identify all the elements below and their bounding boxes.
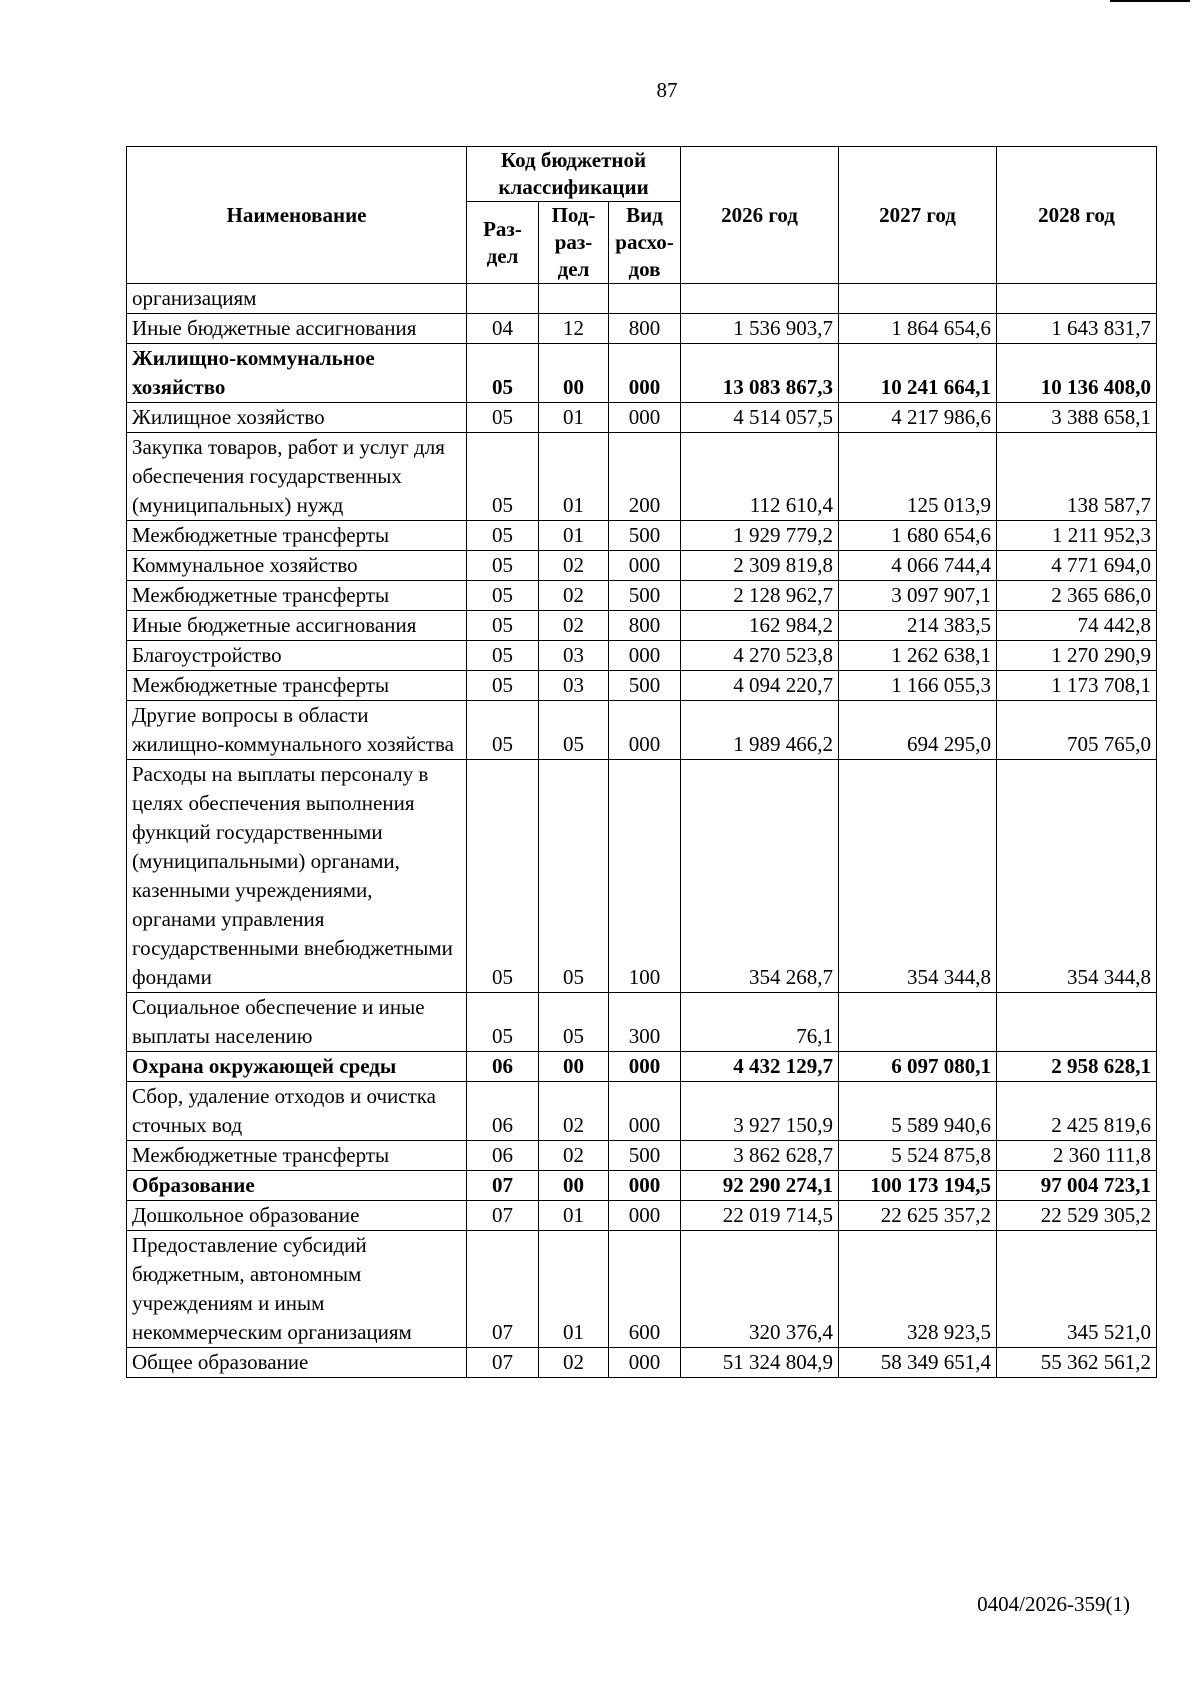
cell-2026: 4 514 057,5 [681, 403, 839, 433]
cell-2028: 1 643 831,7 [997, 314, 1157, 344]
cell-section: 05 [467, 611, 539, 641]
cell-subsection: 01 [539, 403, 609, 433]
cell-2026: 4 094 220,7 [681, 671, 839, 701]
cell-name: Иные бюджетные ассигнования [127, 611, 467, 641]
cell-2026: 13 083 867,3 [681, 344, 839, 403]
cell-2027: 214 383,5 [839, 611, 997, 641]
cell-expense-type: 500 [609, 581, 681, 611]
cell-2028: 3 388 658,1 [997, 403, 1157, 433]
table-row [127, 403, 1157, 433]
cell-2026: 354 268,7 [681, 760, 839, 993]
cell-name: Образование [127, 1171, 467, 1201]
cell-expense-type: 500 [609, 521, 681, 551]
cell-subsection: 00 [539, 1052, 609, 1082]
cell-expense-type [609, 284, 681, 314]
cell-section: 04 [467, 314, 539, 344]
cell-subsection: 01 [539, 1201, 609, 1231]
cell-name: Жилищно-коммунальное хозяйство [127, 344, 467, 403]
cell-section: 05 [467, 760, 539, 993]
cell-section: 07 [467, 1231, 539, 1348]
cell-2028: 22 529 305,2 [997, 1201, 1157, 1231]
table-row [127, 1082, 1157, 1141]
cell-2026: 3 862 628,7 [681, 1141, 839, 1171]
cell-2026: 92 290 274,1 [681, 1171, 839, 1201]
cell-2027 [839, 284, 997, 314]
cell-subsection: 00 [539, 1171, 609, 1201]
header-section: Раз- дел [467, 202, 539, 284]
cell-section: 05 [467, 551, 539, 581]
cell-2027: 1 262 638,1 [839, 641, 997, 671]
cell-2026: 1 989 466,2 [681, 701, 839, 760]
cell-2026: 162 984,2 [681, 611, 839, 641]
cell-section: 05 [467, 521, 539, 551]
cell-2027: 1 166 055,3 [839, 671, 997, 701]
cell-2026: 2 309 819,8 [681, 551, 839, 581]
cell-name: Межбюджетные трансферты [127, 671, 467, 701]
cell-2028: 345 521,0 [997, 1231, 1157, 1348]
cell-name: Предоставление субсидий бюджетным, автономным учреждениям и иным некоммерческим организациям [127, 1231, 467, 1348]
cell-section: 05 [467, 641, 539, 671]
cell-section: 05 [467, 433, 539, 521]
cell-name: Межбюджетные трансферты [127, 521, 467, 551]
table-row [127, 993, 1157, 1052]
cell-name: Межбюджетные трансферты [127, 581, 467, 611]
cell-section: 05 [467, 993, 539, 1052]
cell-expense-type: 000 [609, 1082, 681, 1141]
cell-2026: 4 432 129,7 [681, 1052, 839, 1082]
cell-expense-type: 500 [609, 1141, 681, 1171]
cell-2027: 58 349 651,4 [839, 1348, 997, 1378]
cell-2027: 5 589 940,6 [839, 1082, 997, 1141]
table-row [127, 344, 1157, 403]
cell-section: 05 [467, 403, 539, 433]
scan-edge-mark [1110, 0, 1190, 2]
cell-2027: 694 295,0 [839, 701, 997, 760]
cell-section: 06 [467, 1141, 539, 1171]
cell-section: 07 [467, 1201, 539, 1231]
header-2027: 2027 год [839, 147, 997, 284]
cell-expense-type: 000 [609, 1348, 681, 1378]
cell-2027 [839, 993, 997, 1052]
cell-2028: 97 004 723,1 [997, 1171, 1157, 1201]
cell-expense-type: 800 [609, 314, 681, 344]
cell-2026: 3 927 150,9 [681, 1082, 839, 1141]
cell-subsection: 02 [539, 581, 609, 611]
table-row [127, 671, 1157, 701]
cell-subsection: 02 [539, 611, 609, 641]
cell-2028: 1 211 952,3 [997, 521, 1157, 551]
cell-name: Коммунальное хозяйство [127, 551, 467, 581]
cell-name: Закупка товаров, работ и услуг для обеспечения государственных (муниципальных) нужд [127, 433, 467, 521]
cell-expense-type: 000 [609, 403, 681, 433]
header-2028: 2028 год [997, 147, 1157, 284]
cell-subsection: 02 [539, 1141, 609, 1171]
cell-2028: 2 360 111,8 [997, 1141, 1157, 1171]
cell-2027: 4 066 744,4 [839, 551, 997, 581]
cell-name: Другие вопросы в области жилищно-коммунального хозяйства [127, 701, 467, 760]
cell-subsection: 05 [539, 701, 609, 760]
cell-subsection: 03 [539, 671, 609, 701]
cell-section: 05 [467, 671, 539, 701]
cell-2026: 112 610,4 [681, 433, 839, 521]
cell-subsection: 02 [539, 551, 609, 581]
header-code-group: Код бюджетной классификации [467, 147, 681, 202]
cell-subsection: 01 [539, 1231, 609, 1348]
cell-2028 [997, 993, 1157, 1052]
cell-2028 [997, 284, 1157, 314]
cell-2027: 1 680 654,6 [839, 521, 997, 551]
cell-name: Дошкольное образование [127, 1201, 467, 1231]
cell-name: Общее образование [127, 1348, 467, 1378]
cell-2027: 125 013,9 [839, 433, 997, 521]
table-header [127, 147, 1157, 284]
cell-name: организациям [127, 284, 467, 314]
cell-subsection: 02 [539, 1082, 609, 1141]
cell-section: 05 [467, 581, 539, 611]
cell-2027: 6 097 080,1 [839, 1052, 997, 1082]
cell-name: Межбюджетные трансферты [127, 1141, 467, 1171]
cell-2027: 1 864 654,6 [839, 314, 997, 344]
table-row [127, 1348, 1157, 1378]
header-expense-type: Вид расхо- дов [609, 202, 681, 284]
table-row [127, 1052, 1157, 1082]
cell-2026: 22 019 714,5 [681, 1201, 839, 1231]
table-row [127, 433, 1157, 521]
cell-subsection: 02 [539, 1348, 609, 1378]
cell-2026 [681, 284, 839, 314]
cell-expense-type: 300 [609, 993, 681, 1052]
cell-2027: 10 241 664,1 [839, 344, 997, 403]
cell-name: Расходы на выплаты персоналу в целях обеспечения выполнения функций государственными (муниципальными) органами, казенными учреждениями, органами управления государственными внебюджетными фондами [127, 760, 467, 993]
table-row [127, 1141, 1157, 1171]
cell-subsection: 12 [539, 314, 609, 344]
table-row [127, 1201, 1157, 1231]
table-row [127, 641, 1157, 671]
cell-name: Жилищное хозяйство [127, 403, 467, 433]
table-row [127, 551, 1157, 581]
cell-section: 07 [467, 1171, 539, 1201]
table-row [127, 760, 1157, 993]
cell-2028: 1 270 290,9 [997, 641, 1157, 671]
cell-subsection: 03 [539, 641, 609, 671]
cell-2026: 1 536 903,7 [681, 314, 839, 344]
budget-table [126, 146, 1157, 1378]
cell-subsection: 00 [539, 344, 609, 403]
cell-section [467, 284, 539, 314]
cell-expense-type: 000 [609, 551, 681, 581]
cell-expense-type: 000 [609, 1201, 681, 1231]
cell-2026: 320 376,4 [681, 1231, 839, 1348]
cell-name: Иные бюджетные ассигнования [127, 314, 467, 344]
cell-name: Социальное обеспечение и иные выплаты населению [127, 993, 467, 1052]
cell-2026: 4 270 523,8 [681, 641, 839, 671]
cell-subsection: 05 [539, 993, 609, 1052]
cell-2028: 10 136 408,0 [997, 344, 1157, 403]
cell-expense-type: 000 [609, 344, 681, 403]
cell-2028: 1 173 708,1 [997, 671, 1157, 701]
cell-expense-type: 800 [609, 611, 681, 641]
cell-2028: 2 958 628,1 [997, 1052, 1157, 1082]
page-number: 87 [656, 78, 678, 102]
cell-2027: 100 173 194,5 [839, 1171, 997, 1201]
cell-expense-type: 200 [609, 433, 681, 521]
cell-2027: 354 344,8 [839, 760, 997, 993]
cell-section: 06 [467, 1082, 539, 1141]
cell-name: Сбор, удаление отходов и очистка сточных вод [127, 1082, 467, 1141]
cell-2028: 138 587,7 [997, 433, 1157, 521]
cell-expense-type: 000 [609, 1171, 681, 1201]
cell-section: 06 [467, 1052, 539, 1082]
cell-subsection: 01 [539, 521, 609, 551]
cell-expense-type: 000 [609, 641, 681, 671]
cell-2028: 55 362 561,2 [997, 1348, 1157, 1378]
cell-2027: 5 524 875,8 [839, 1141, 997, 1171]
header-name: Наименование [127, 147, 467, 284]
cell-subsection: 05 [539, 760, 609, 993]
table-row [127, 1171, 1157, 1201]
cell-section: 05 [467, 344, 539, 403]
header-2026: 2026 год [681, 147, 839, 284]
table-body [127, 284, 1157, 1378]
cell-expense-type: 000 [609, 701, 681, 760]
cell-section: 07 [467, 1348, 539, 1378]
cell-name: Благоустройство [127, 641, 467, 671]
cell-2026: 1 929 779,2 [681, 521, 839, 551]
cell-2028: 2 365 686,0 [997, 581, 1157, 611]
cell-2026: 76,1 [681, 993, 839, 1052]
cell-2028: 705 765,0 [997, 701, 1157, 760]
cell-subsection [539, 284, 609, 314]
table-row [127, 701, 1157, 760]
table-row [127, 611, 1157, 641]
table-row [127, 521, 1157, 551]
cell-2027: 328 923,5 [839, 1231, 997, 1348]
cell-2028: 354 344,8 [997, 760, 1157, 993]
cell-2028: 4 771 694,0 [997, 551, 1157, 581]
cell-subsection: 01 [539, 433, 609, 521]
cell-2027: 3 097 907,1 [839, 581, 997, 611]
document-number: 0404/2026-359(1) [977, 1592, 1130, 1616]
cell-expense-type: 100 [609, 760, 681, 993]
table-row [127, 1231, 1157, 1348]
cell-section: 05 [467, 701, 539, 760]
cell-expense-type: 500 [609, 671, 681, 701]
cell-2026: 2 128 962,7 [681, 581, 839, 611]
cell-2027: 4 217 986,6 [839, 403, 997, 433]
table-row [127, 314, 1157, 344]
cell-2027: 22 625 357,2 [839, 1201, 997, 1231]
cell-expense-type: 000 [609, 1052, 681, 1082]
cell-expense-type: 600 [609, 1231, 681, 1348]
header-subsection: Под- раз- дел [539, 202, 609, 284]
cell-2026: 51 324 804,9 [681, 1348, 839, 1378]
cell-name: Охрана окружающей среды [127, 1052, 467, 1082]
table-row [127, 284, 1157, 314]
table-row [127, 581, 1157, 611]
cell-2028: 2 425 819,6 [997, 1082, 1157, 1141]
cell-2028: 74 442,8 [997, 611, 1157, 641]
